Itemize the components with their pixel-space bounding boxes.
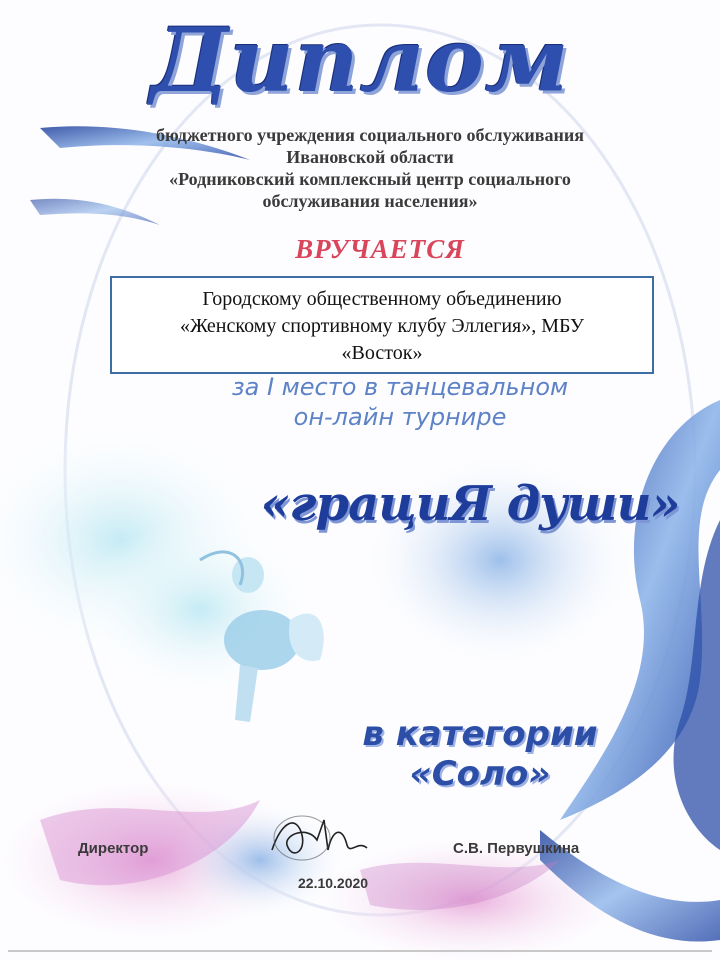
bottom-edge-line	[8, 950, 712, 952]
recipient-line: Городскому общественному объединению	[202, 288, 562, 310]
place-text	[110, 372, 690, 432]
signer-name: С.В. Первушкина	[453, 840, 580, 857]
organization-line: «Родниковский комплексный центр социального	[169, 169, 571, 189]
place-line: он-лайн турнире	[293, 403, 507, 431]
recipient-line: «Восток»	[341, 342, 423, 364]
tournament-name: «грациЯ души»	[260, 476, 680, 532]
organization-line: обслуживания населения»	[262, 191, 478, 211]
awarded-label: ВРУЧАЕТСЯ	[295, 234, 465, 264]
category-line: «Соло»	[409, 754, 551, 794]
organization-block	[100, 124, 640, 212]
recipient-line: «Женскому спортивному клубу Эллегия», МБУ	[180, 315, 584, 337]
category-line: в категории	[362, 714, 598, 754]
diploma-title: Диплом	[150, 8, 570, 112]
organization-line: бюджетного учреждения социального обслуживания	[156, 125, 584, 145]
organization-line: Ивановской области	[286, 147, 454, 167]
category-text	[290, 714, 670, 794]
signature	[262, 800, 372, 870]
director-label: Директор	[78, 840, 149, 857]
place-line: за I место в танцевальном	[231, 373, 569, 401]
issue-date: 22.10.2020	[298, 875, 369, 891]
recipient-box	[110, 276, 654, 374]
